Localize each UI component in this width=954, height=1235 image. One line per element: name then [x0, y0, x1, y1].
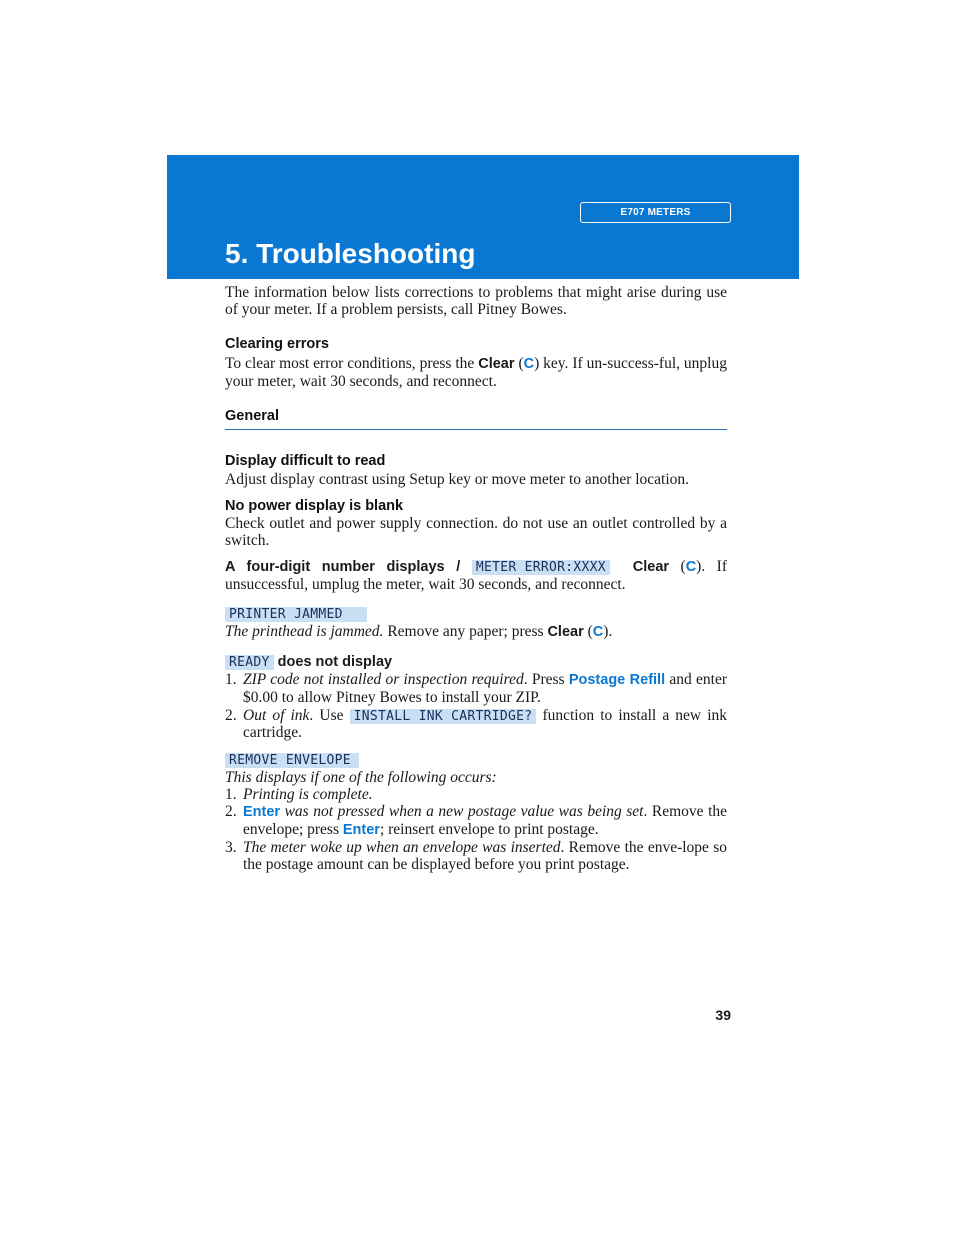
- remove-envelope-list: [225, 786, 727, 873]
- page-number: 39: [715, 1007, 731, 1023]
- list-text: . Use: [309, 707, 350, 724]
- list-text: function to install a new ink cartridge.: [243, 707, 727, 741]
- c-key-label: C: [592, 624, 604, 640]
- list-text: . Remove the envelope; press: [243, 803, 728, 838]
- page-title: 5. Troubleshooting: [225, 238, 476, 269]
- remove-envelope-display: REMOVE ENVELOPE: [225, 753, 359, 768]
- c-key-label: C: [685, 559, 697, 575]
- list-number: 3.: [225, 839, 237, 856]
- list-italic: Printing is complete.: [243, 786, 373, 803]
- no-power-text: Check outlet and power supply connection. do not use an outlet controlled by a switch.: [225, 515, 727, 549]
- enter-key: Enter: [243, 804, 281, 820]
- clearing-errors-heading: Clearing errors: [225, 336, 329, 352]
- four-digit-text: ). If unsuccessful, umplug the meter, wait 30 seconds, and reconnect.: [225, 558, 727, 593]
- ready-display: READY: [225, 655, 274, 670]
- general-divider: [225, 429, 727, 430]
- remove-envelope-intro: [225, 769, 727, 786]
- list-item: [225, 786, 727, 803]
- list-italic: was not pressed when a new postage value was being set: [280, 803, 644, 820]
- list-italic: Out of ink: [243, 707, 310, 724]
- ready-list: [225, 671, 727, 741]
- main-content: [225, 284, 727, 873]
- clear-key-label: Clear: [632, 559, 670, 575]
- paren-close: ).: [603, 623, 613, 640]
- ready-heading-text: does not display: [273, 654, 393, 670]
- printer-jammed-text: [225, 623, 727, 641]
- paren-open: (: [514, 355, 524, 372]
- printer-jammed-heading: [225, 605, 727, 623]
- product-badge: E707 METERS: [580, 202, 731, 223]
- paren-open: (: [583, 623, 593, 640]
- list-item: [225, 803, 727, 839]
- remove-envelope-intro-text: This displays if one of the following occurs:: [225, 769, 497, 786]
- paren-open: (: [669, 558, 686, 575]
- display-difficult-heading: Display difficult to read: [225, 453, 386, 469]
- display-difficult-text: Adjust display contrast using Setup key or move meter to another location.: [225, 471, 690, 488]
- install-ink-display: INSTALL INK CARTRIDGE?: [350, 709, 537, 724]
- list-item: [225, 671, 727, 706]
- c-key-label: C: [523, 356, 535, 372]
- list-item: [225, 707, 727, 741]
- clearing-text-before: To clear most error conditions, press the: [225, 355, 479, 372]
- list-number: 2.: [225, 803, 237, 820]
- list-text: ; reinsert envelope to print postage.: [379, 821, 599, 838]
- list-text: and enter $0.00 to allow Pitney Bowes to install your ZIP.: [243, 671, 728, 706]
- printer-jammed-body: Remove any paper; press: [383, 623, 548, 640]
- list-text: . Remove the enve-lope so the postage amount can be displayed before you print postage.: [243, 839, 727, 873]
- four-digit-heading: A four-digit number displays /: [225, 559, 472, 575]
- four-digit-paragraph: [225, 558, 727, 593]
- list-text: . Press: [523, 671, 569, 688]
- list-number: 2.: [225, 707, 237, 724]
- list-number: 1.: [225, 671, 237, 688]
- general-heading: General: [225, 408, 279, 424]
- meter-error-display: METER ERROR:XXXX: [472, 560, 610, 575]
- postage-refill-key: Postage Refill: [568, 672, 666, 688]
- clear-key-label: Clear: [547, 624, 584, 640]
- clear-key-label: Clear: [478, 356, 515, 372]
- list-italic: The meter woke up when an envelope was inserted: [243, 839, 561, 856]
- printer-jammed-italic: The printhead is jammed.: [225, 623, 384, 640]
- remove-envelope-heading: [225, 751, 727, 769]
- ready-heading: [225, 653, 727, 671]
- no-power-heading: No power display is blank: [225, 498, 404, 514]
- list-italic: ZIP code not installed or inspection required: [243, 671, 524, 688]
- clearing-errors-text: [225, 355, 727, 390]
- printer-jammed-display: PRINTER JAMMED: [225, 607, 367, 622]
- list-number: 1.: [225, 786, 237, 803]
- intro-paragraph: The information below lists corrections to problems that might arise during use of your meter. If a problem persists, call Pitney Bowes.: [225, 284, 727, 318]
- list-item: [225, 839, 727, 873]
- clearing-text-after: ) key. If un-success-ful, unplug your meter, wait 30 seconds, and reconnect.: [225, 355, 727, 390]
- enter-key: Enter: [342, 822, 380, 838]
